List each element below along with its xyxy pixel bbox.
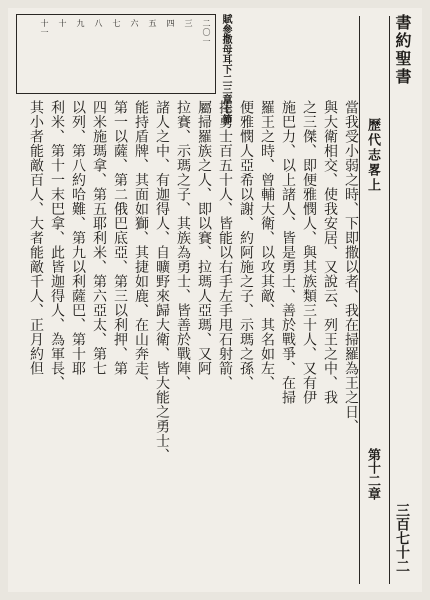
text-column: 利米、第十一末巴拿、此皆迦得人、為軍長、	[49, 100, 65, 390]
text-divider	[359, 16, 360, 584]
text-column: 便雅憫人亞希以謝、約阿施之子、示瑪之孫、	[238, 100, 254, 390]
text-column: 與大衛相交、使我安居、又說云、列王之中、我	[322, 100, 338, 405]
chapter-title: 歷代志畧上	[365, 118, 380, 193]
text-column: 當我受小弱之時、下即撒以者、我在掃羅為王之日、	[343, 100, 359, 434]
chapter-number: 第十二章	[365, 448, 380, 500]
scripture-page	[8, 8, 422, 592]
index-entry: 十	[58, 19, 67, 28]
verse-index	[16, 14, 216, 94]
scripture-text	[18, 100, 358, 584]
index-entry: 九	[76, 19, 85, 28]
index-entry: 二〇一	[202, 19, 211, 46]
header-divider	[389, 16, 390, 584]
index-entry: 四	[166, 19, 175, 28]
index-entry: 五	[148, 19, 157, 28]
book-title: 書約聖書	[393, 14, 412, 86]
index-entry: 八	[94, 19, 103, 28]
page-number: 三百七十二	[394, 503, 410, 573]
text-column: 之三傑、即便雅憫人、與其族類三十人、又有伊	[301, 100, 317, 405]
index-entry: 十一	[40, 19, 49, 37]
text-column: 第一以薩、第二俄巴底亞、第三以利押、第	[112, 100, 128, 376]
cross-reference-note: 賦參撒母耳下二三章七節	[220, 14, 231, 124]
text-column: 四米施瑪拿、第五耶利米、第六亞太、第七	[91, 100, 107, 376]
text-column: 以列、第八約哈難、第九以利薩巴、第十耶	[70, 100, 86, 376]
text-column: 諸人之中、有迦得人、自曠野來歸大衛、皆大能之勇士、	[154, 100, 170, 463]
index-entry: 六	[130, 19, 139, 28]
text-column: 拉賽、示瑪之子、其族為勇士、皆善於戰陣、	[175, 100, 191, 390]
text-column: 擇勇士百五十人、皆能以右手左手甩石射箭、	[217, 100, 233, 390]
text-column: 能持盾牌、其面如獅、其捷如鹿、在山奔走、	[133, 100, 149, 390]
text-column: 施巴力、以上諸人、皆是勇士、善於戰爭、在掃	[280, 100, 296, 405]
index-entry: 七	[112, 19, 121, 28]
text-column: 其小者能敵百人、大者能敵千人、正月約但	[28, 100, 44, 376]
index-entry: 三	[184, 19, 193, 28]
text-column: 屬掃羅族之人、即以賽、拉瑪人亞瑪、又阿	[196, 100, 212, 376]
text-column: 羅王之時、曾輔大衛、以攻其敵、其名如左、	[259, 100, 275, 390]
